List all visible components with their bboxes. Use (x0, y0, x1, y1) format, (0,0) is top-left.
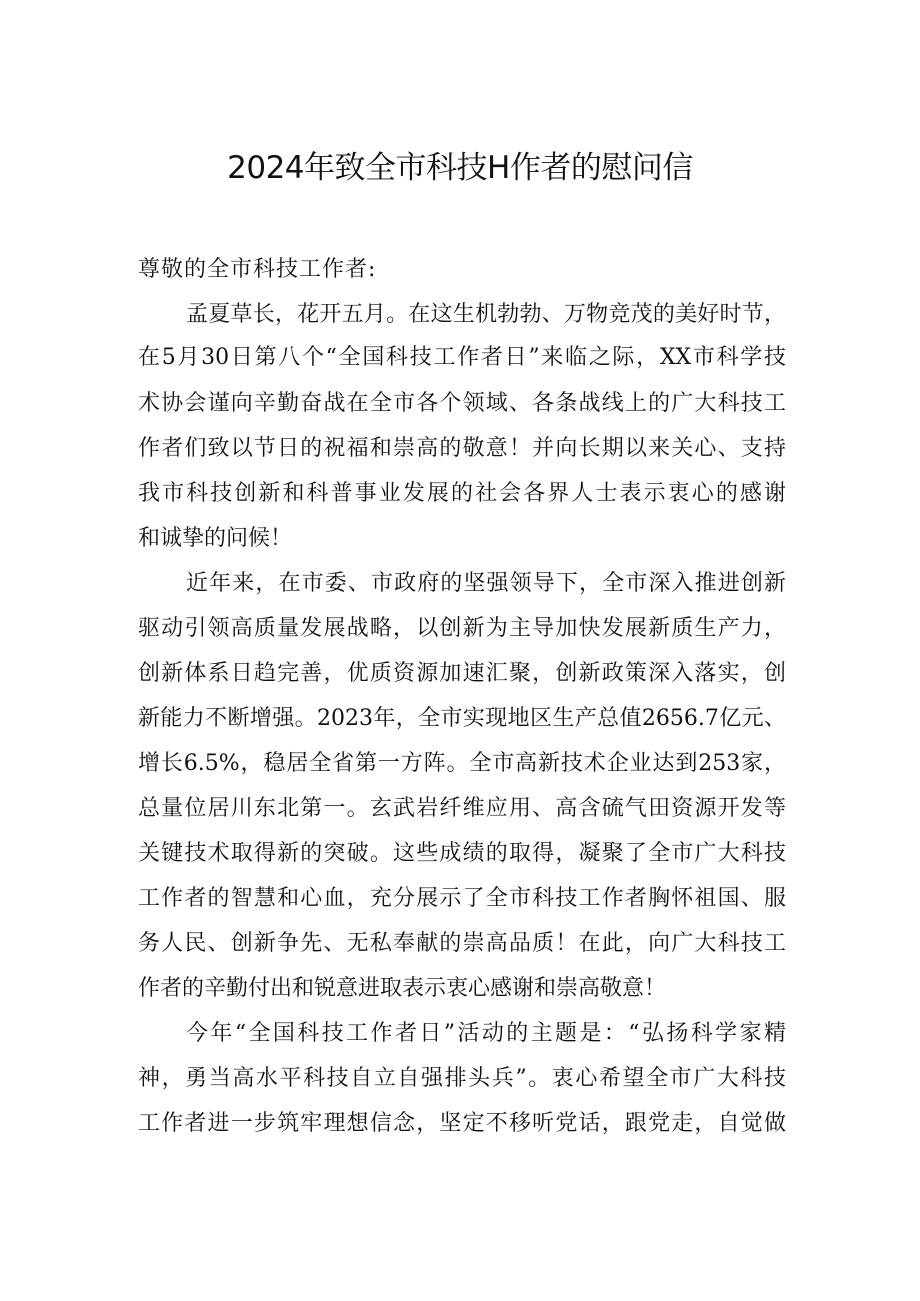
paragraph-2-line-10: 作者的辛勤付出和锐意进取表示衷心感谢和崇高敬意！ (138, 976, 667, 1001)
paragraph-2-line-6: 总量位居川东北第一。玄武岩纤维应用、高含硫气田资源开发等 (138, 796, 786, 821)
paragraph-2-line-5: 增长6.5%，稳居全省第一方阵。全市高新技术企业达到253家， (138, 751, 786, 776)
salutation: 尊敬的全市科技工作者: (138, 257, 377, 282)
paragraph-3-line-3: 工作者进一步筑牢理想信念，坚定不移听党话，跟党走，自觉做 (138, 1111, 786, 1136)
paragraph-2-line-9: 务人民、创新争先、无私奉献的崇高品质！在此，向广大科技工 (138, 931, 786, 956)
paragraph-1-line-1: 孟夏草长，花开五月。在这生机勃勃、万物竞茂的美好时节， (186, 302, 786, 327)
paragraph-2-line-3: 创新体系日趋完善，优质资源加速汇聚，创新政策深入落实，创 (138, 661, 786, 686)
paragraph-3-line-2: 神，勇当高水平科技自立自强排头兵”。衷心希望全市广大科技 (138, 1066, 786, 1091)
paragraph-2-line-1: 近年来，在市委、市政府的坚强领导下，全市深入推进创新 (186, 571, 786, 596)
paragraph-1-line-5: 我市科技创新和科普事业发展的社会各界人士表示衷心的感谢 (138, 481, 786, 506)
paragraph-2-line-8: 工作者的智慧和心血，充分展示了全市科技工作者胸怀祖国、服 (138, 886, 786, 911)
paragraph-1-line-4: 作者们致以节日的祝福和崇高的敬意！并向长期以来关心、支持 (138, 436, 786, 461)
paragraph-3-line-1: 今年“全国科技工作者日”活动的主题是：“弘扬科学家精 (186, 1021, 786, 1046)
document-title: 2024年致全市科技H作者的慰问信 (227, 150, 693, 186)
paragraph-1-line-2: 在5月30日第八个“全国科技工作者日”来临之际，XX市科学技 (138, 345, 786, 370)
paragraph-1-line-3: 术协会谨向辛勤奋战在全市各个领域、各条战线上的广大科技工 (138, 391, 786, 416)
paragraph-2-line-4: 新能力不断增强。2023年，全市实现地区生产总值2656.7亿元、 (138, 706, 786, 731)
paragraph-2-line-7: 关键技术取得新的突破。这些成绩的取得，凝聚了全市广大科技 (138, 841, 786, 866)
paragraph-2-line-2: 驱动引领高质量发展战略，以创新为主导加快发展新质生产力， (138, 616, 786, 641)
paragraph-1-line-6: 和诚挚的问候！ (138, 526, 293, 551)
